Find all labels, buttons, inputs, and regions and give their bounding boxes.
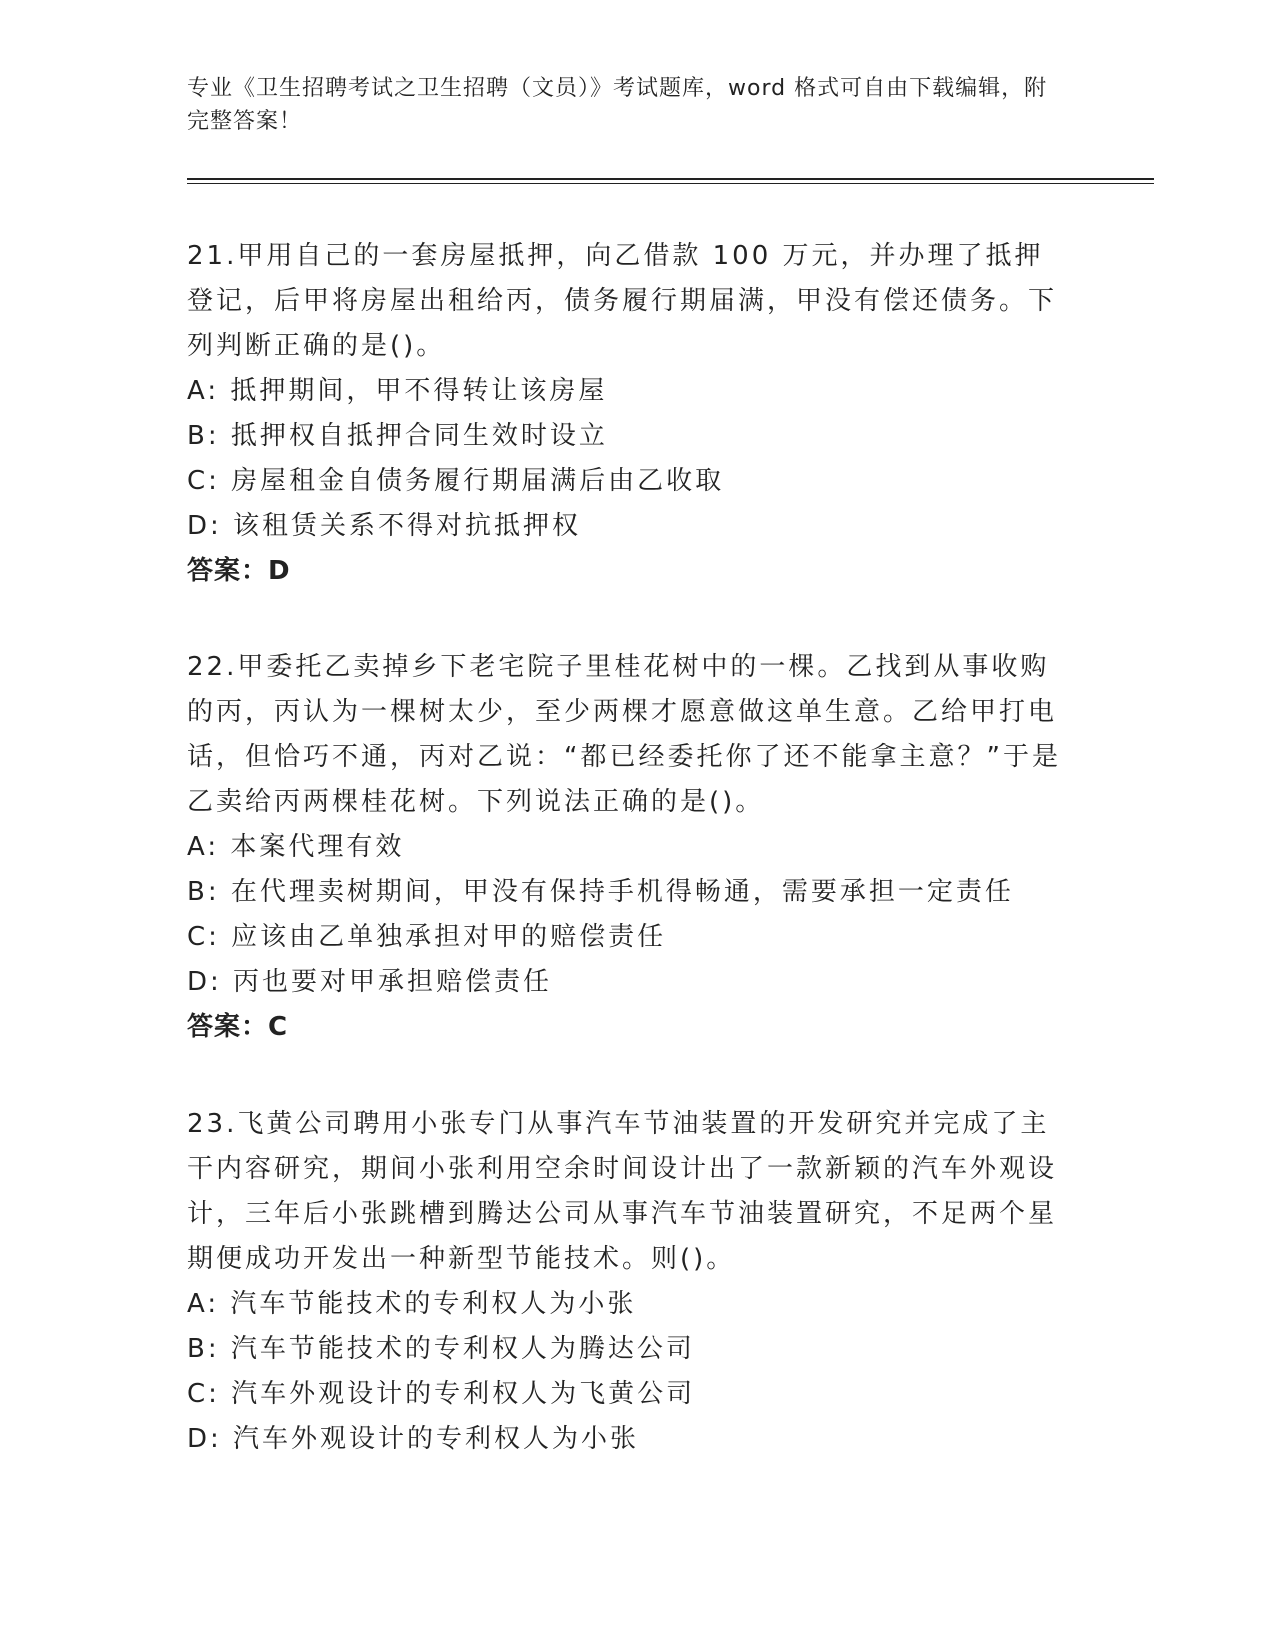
question-stem: 22.甲委托乙卖掉乡下老宅院子里桂花树中的一棵。乙找到从事收购的丙，丙认为一棵树太少，至少两棵才愿意做这单生意。乙给甲打电话，但恰巧不通，丙对乙说：“都已经委托你了还不能拿主意？”于是乙卖给丙两棵桂花树。下列说法正确的是()。	[187, 652, 1061, 817]
option-c: C: 应该由乙单独承担对甲的赔偿责任	[187, 922, 667, 952]
option-a: A: 本案代理有效	[187, 832, 405, 862]
option-b: B: 在代理卖树期间，甲没有保持手机得畅通，需要承担一定责任	[187, 877, 1014, 907]
option-c: C: 房屋租金自债务履行期届满后由乙收取	[187, 466, 725, 496]
option-d: D: 该租赁关系不得对抗抵押权	[187, 511, 582, 541]
question-stem: 21.甲用自己的一套房屋抵押，向乙借款 100 万元，并办理了抵押登记，后甲将房屋出租给丙，债务履行期届满，甲没有偿还债务。下列判断正确的是()。	[187, 241, 1058, 361]
option-b: B: 汽车节能技术的专利权人为腾达公司	[187, 1334, 695, 1364]
option-d: D: 丙也要对甲承担赔偿责任	[187, 967, 553, 997]
option-b: B: 抵押权自抵押合同生效时设立	[187, 421, 608, 451]
header-divider-thin	[187, 183, 1154, 184]
document-header: 专业《卫生招聘考试之卫生招聘（文员）》考试题库，word 格式可自由下载编辑，附完整答案！	[187, 76, 1048, 134]
option-c: C: 汽车外观设计的专利权人为飞黄公司	[187, 1379, 696, 1409]
question-21	[187, 234, 1067, 594]
answer-line: 答案：C	[187, 1012, 289, 1042]
header-divider-thick	[187, 178, 1154, 180]
question-22	[187, 645, 1067, 1050]
answer-line: 答案：D	[187, 556, 291, 586]
option-a: A: 汽车节能技术的专利权人为小张	[187, 1289, 637, 1319]
question-stem: 23.飞黄公司聘用小张专门从事汽车节油装置的开发研究并完成了主干内容研究，期间小张利用空余时间设计出了一款新颖的汽车外观设计，三年后小张跳槽到腾达公司从事汽车节油装置研究，不足两个星期便成功开发出一种新型节能技术。则()。	[187, 1109, 1058, 1274]
option-a: A: 抵押期间，甲不得转让该房屋	[187, 376, 608, 406]
question-23	[187, 1102, 1067, 1462]
option-d: D: 汽车外观设计的专利权人为小张	[187, 1424, 640, 1454]
